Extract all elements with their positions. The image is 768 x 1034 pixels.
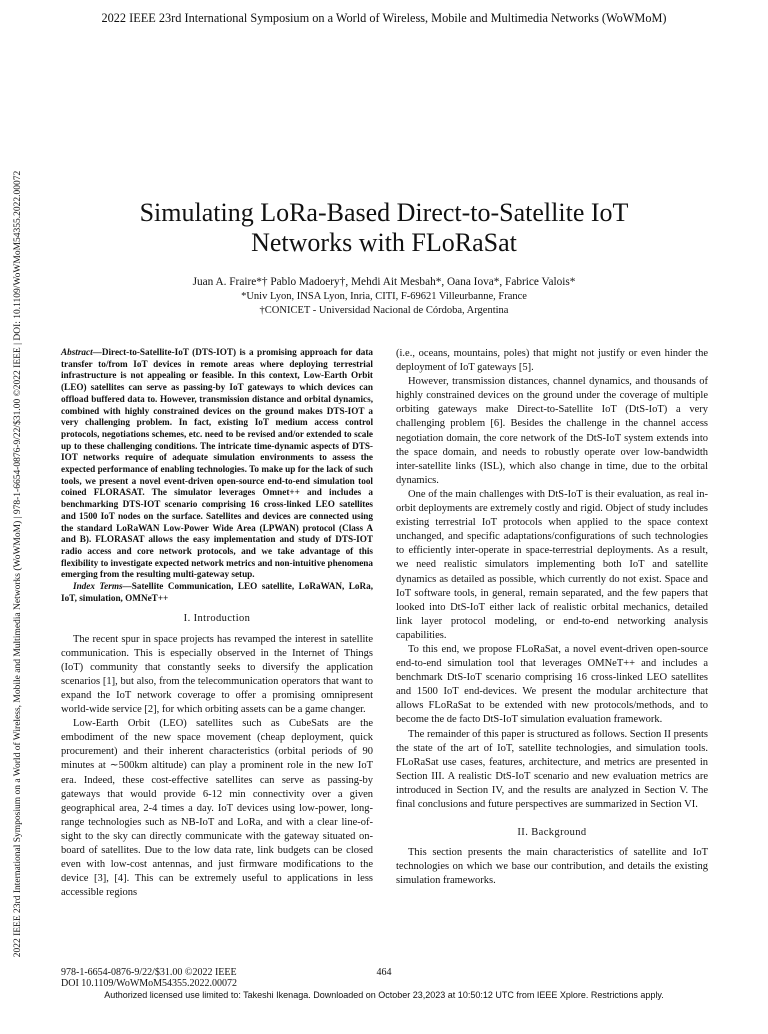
body-paragraph: (i.e., oceans, mountains, poles) that might not justify or even hinder the deployment of IoT gateways [5]. [396,348,708,374]
footer-doi: DOI 10.1109/WoWMoM54355.2022.00072 [61,978,238,989]
body-paragraph: The remainder of this paper is structured as follows. Section II presents the state of the art of IoT, satellite technologies, and simulation tools. FLoRaSat use cases, features, architecture, and metrics are presented in Section III. A realistic DtS-IoT scenario and new evaluation metrics are introduced in Section IV, and the results are analyzed in Section V. The final conclusions and future perspectives are summarized in Section VI. [396,728,708,810]
background-paragraph: This section presents the main characteristics of satellite and IoT technologies on which we base our contribution, and details the existing simulation frameworks. [396,847,708,887]
doi-sidebar: 2022 IEEE 23rd International Symposium on a World of Wireless, Mobile and Multimedia Networks (WoWMoM) | 978-1-6654-0876-9/22/$31.00 ©2022 IEEE | DOI: 10.1109/WoWMoM54355.2022.00072 [13,170,23,958]
license-notice: Authorized licensed use limited to: Takeshi Ikenaga. Downloaded on October 23,2023 at 10:50:12 UTC from IEEE Xplore. Restrictions apply. [104,990,664,1000]
title-line-1: Simulating LoRa-Based Direct-to-Satellite IoT [139,198,629,227]
index-terms-label: Index Terms— [73,581,132,592]
body-paragraph: However, transmission distances, channel dynamics, and thousands of highly constrained devices on the ground under the coverage of multiple orbiting gateways make Direct-to-Satellite IoT (DtS-IoT) a very challenging problem [6]. Besides the challenge in the channel access negotiation domain, the core network of the DtS-IoT system extends into the space domain, and needs to robustly operate over low-bandwidth inter-satellite links (ISL), which also change in time, due to the orbital dynamics. [396,376,708,486]
body-paragraph: One of the main challenges with DtS-IoT is their evaluation, as real in-orbit deployments are extremely costly and rigid. Object of study includes existing terrestrial IoT protocols when applied to the space context unchanged, and specific adaptations/configurations of such technologies to efficiently inter-operate in space-terrestrial deployments. As a result, we need realistic simulators implementing both IoT and satellite dynamics as detailed as possible, which currently do not exist. Space and IoT software tools, in general, remain separated, and the few papers that looked into DtS-IoT either lack of realistic orbital mechanics, detailed link layer protocol modeling, or end-to-end networking analysis capabilities. [396,488,708,641]
section-heading-introduction: I. Introduction [183,613,251,625]
author-list: Juan A. Fraire*† Pablo Madoery†, Mehdi Ait Mesbah*, Oana Iova*, Fabrice Valois* [192,276,576,288]
title-line-2: Networks with FLoRaSat [251,228,517,257]
paper-title [60,198,708,258]
body-paragraph: To this end, we propose FLoRaSat, a novel event-driven open-source end-to-end simulation tool that leverages OMNeT++ and includes a benchmark DtS-IoT scenario comprising 16 cross-linked LEO satellites and 1500 IoT end-devices. We present the modular architecture that allows FLoRaSat to be extended with new protocols/methods, and to become the de facto DtS-IoT simulation evaluation framework. [396,643,708,726]
right-column [396,347,708,888]
abstract-text: Direct-to-Satellite-IoT (DTS-IOT) is a promising approach for data transfer to/from IoT devices in remote areas where deploying terrestrial infrastructure is not appealing or feasible. In this context, Low-Earth Orbit (LEO) satellites can serve as passing-by IoT gateways to which devices can offload buffered data to. However, transmission distance and orbital dynamics, combined with highly constrained devices on the ground makes DTS-IOT a very challenging problem. In fact, existing IoT medium access control protocols, negotiations schemes, etc. need to be revised and/or extended to scale up to these challenging conditions. The intricate time-dynamic aspects of DTS-IOT networks require of adequate simulation environments to assess the expected performance of enabling technologies. To make up for the lack of such tools, we present a novel event-driven open-source end-to-end simulation tool coined FLORASAT. The simulator leverages Omnet++ and includes a benchmarking DTS-IOT scenario comprising 16 cross-linked LEO satellites and 1500 IoT nodes on the surface. Satellites and devices are connected using the standard LoRaWAN Low-Power Wide Area (LPWAN) protocol (Class A and B). FLORASAT allows the easy implementation and study of DTS-IOT radio access and core network protocols, and we take advantage of this flexibility to investigate expected network metrics and non-intuitive phenomena emerging from the resulting multi-gateway setup. [61,347,373,580]
index-terms-text: Satellite Communication, LEO satellite, LoRaWAN, LoRa, IoT, simulation, OMNeT++ [61,581,374,603]
intro-paragraph: The recent spur in space projects has revamped the interest in satellite communication. This is especially observed in the Internet of Things (IoT) community that constantly seeks to diversify the application scenarios [1], but also, from the telecommunication operators that want to expand the IoT network coverage to offer a promising omnipresent world-wide service [2], for which orbiting assets can be a game changer. [61,633,373,716]
intro-paragraph: Low-Earth Orbit (LEO) satellites such as CubeSats are the embodiment of the new space movement (cheap deployment, quick procurement) and their inherent characteristics (orbital periods of 90 minutes at ∼500km altitude) can play a prominent role in the new IoT era. Indeed, these cost-effective satellites can serve as passing-by gateways that would provide 6-12 min connectivity over a given geographical area, 2-4 times a day. IoT devices using low-power, long-range technologies such as NB-IoT and LoRa, and with a clear line-of-sight to the sky can directly communicate with the gateway situated on-board of satellites. Due to the low data rate, link budgets can be closed even with low-cost antennas, and just firmware modifications to the device [3], [4]. This can be extremely useful to applications in less accessible regions [61,718,373,899]
abstract-label: Abstract— [61,347,102,357]
affiliation-2: †CONICET - Universidad Nacional de Córdoba, Argentina [259,305,509,316]
abstract [61,347,373,581]
index-terms [61,581,373,604]
conference-header: 2022 IEEE 23rd International Symposium on a World of Wireless, Mobile and Multimedia Networks (WoWMoM) [101,11,667,25]
affiliation-1: *Univ Lyon, INSA Lyon, Inria, CITI, F-69621 Villeurbanne, France [241,291,527,302]
footer-isbn: 978-1-6654-0876-9/22/$31.00 ©2022 IEEE [61,967,237,978]
section-heading-background: II. Background [517,827,587,839]
page-number: 464 [376,967,392,978]
left-column [61,347,373,900]
